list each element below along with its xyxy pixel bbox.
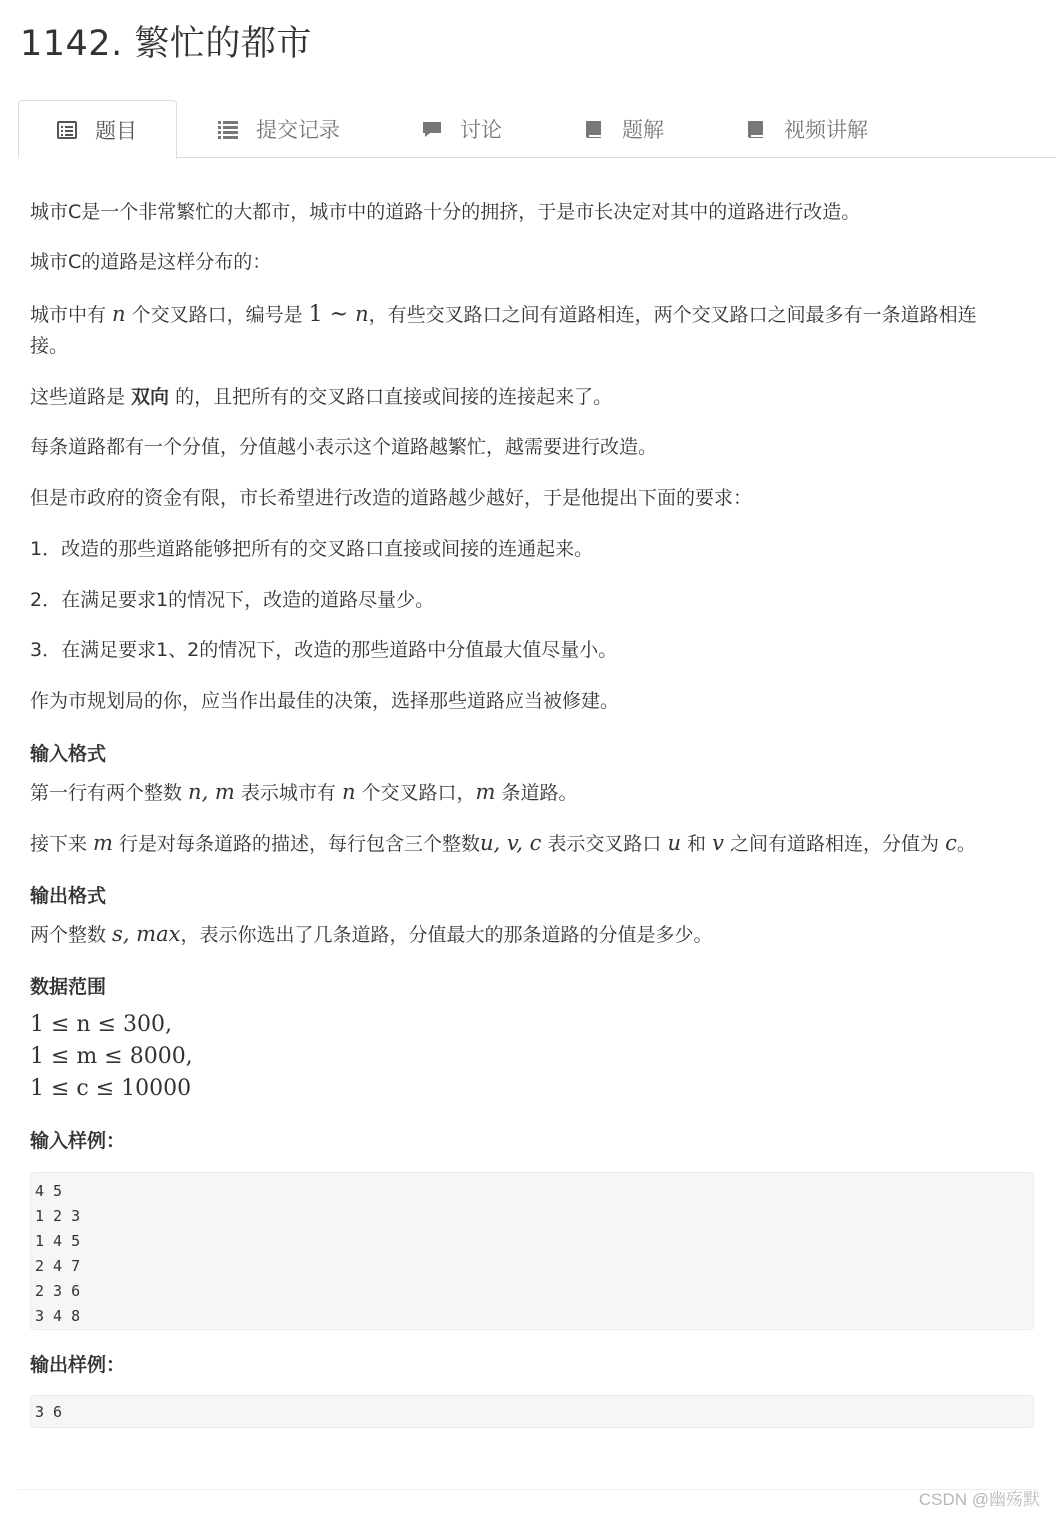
list-alt-icon xyxy=(57,120,77,140)
tab-video-solutions[interactable] xyxy=(746,100,868,158)
constraints-heading: 数据范围 xyxy=(30,976,107,998)
tab-label: 讨论 xyxy=(460,118,502,142)
code-line: 1 2 3 xyxy=(35,1207,81,1225)
comment-icon xyxy=(422,119,442,139)
sample-input-heading: 输入样例： xyxy=(30,1130,126,1152)
output-format-heading: 输出格式 xyxy=(30,885,107,907)
requirement-item: 1．改造的那些道路能够把所有的交叉路口直接或间接的连通起来。 xyxy=(30,538,594,560)
tab-submissions[interactable] xyxy=(218,100,340,158)
description-paragraph: 城市中有 n 个交叉路口，编号是 1 ~ n，有些交叉路口之间有道路相连，两个交叉路口之间最多有一条道路相连 xyxy=(30,302,977,327)
sample-output-block[interactable] xyxy=(30,1395,1034,1428)
description-paragraph: 城市C的道路是这样分布的： xyxy=(30,251,272,273)
tab-solutions[interactable] xyxy=(584,100,664,158)
description-paragraph: 作为市规划局的你，应当作出最佳的决策，选择那些道路应当被修建。 xyxy=(30,690,620,712)
code-line: 1 4 5 xyxy=(35,1232,81,1250)
book-icon xyxy=(584,119,604,139)
tab-label: 题解 xyxy=(622,118,664,142)
sample-input-block[interactable] xyxy=(30,1172,1034,1330)
description-paragraph: 每条道路都有一个分值，分值越小表示这个道路越繁忙，越需要进行改造。 xyxy=(30,436,658,458)
code-line: 2 3 6 xyxy=(35,1282,81,1300)
constraint-line: 1 ≤ c ≤ 10000 xyxy=(30,1076,192,1101)
input-format-line: 第一行有两个整数 n, m 表示城市有 n 个交叉路口，m 条道路。 xyxy=(30,780,578,804)
code-line: 4 5 xyxy=(35,1182,63,1200)
divider xyxy=(18,1489,1038,1490)
book-icon xyxy=(746,119,766,139)
input-format-heading: 输入格式 xyxy=(30,743,107,765)
list-icon xyxy=(218,119,238,139)
tab-label: 题目 xyxy=(95,118,137,143)
constraint-line: 1 ≤ n ≤ 300, xyxy=(30,1012,172,1037)
tab-label: 视频讲解 xyxy=(784,118,868,142)
output-format-line: 两个整数 s, max，表示你选出了几条道路，分值最大的那条道路的分值是多少。 xyxy=(30,922,713,946)
code-line: 2 4 7 xyxy=(35,1257,81,1275)
code-line: 3 4 8 xyxy=(35,1307,81,1325)
tab-problem[interactable] xyxy=(18,100,177,159)
description-paragraph: 城市C是一个非常繁忙的大都市，城市中的道路十分的拥挤，于是市长决定对其中的道路进行改造。 xyxy=(30,201,861,223)
description-paragraph: 但是市政府的资金有限，市长希望进行改造的道路越少越好，于是他提出下面的要求： xyxy=(30,487,753,509)
input-format-line: 接下来 m 行是对每条道路的描述，每行包含三个整数u, v, c 表示交叉路口 u 和 v 之间有道路相连，分值为 c。 xyxy=(30,831,976,855)
requirement-item: 2．在满足要求1的情况下，改造的道路尽量少。 xyxy=(30,589,435,611)
code-line: 3 6 xyxy=(35,1403,63,1421)
problem-tabs xyxy=(18,100,1056,158)
tab-label: 提交记录 xyxy=(256,118,340,142)
tab-discussion[interactable] xyxy=(422,100,502,158)
sample-output-heading: 输出样例： xyxy=(30,1354,126,1376)
description-paragraph: 这些道路是 双向 的，且把所有的交叉路口直接或间接的连接起来了。 xyxy=(30,386,613,408)
requirement-item: 3．在满足要求1、2的情况下，改造的那些道路中分值最大值尽量小。 xyxy=(30,639,618,661)
page-title: 1142. 繁忙的都市 xyxy=(20,24,312,64)
constraint-line: 1 ≤ m ≤ 8000, xyxy=(30,1044,193,1069)
description-paragraph: 接。 xyxy=(30,335,69,357)
watermark: CSDN @幽殇默 xyxy=(918,1490,1040,1509)
